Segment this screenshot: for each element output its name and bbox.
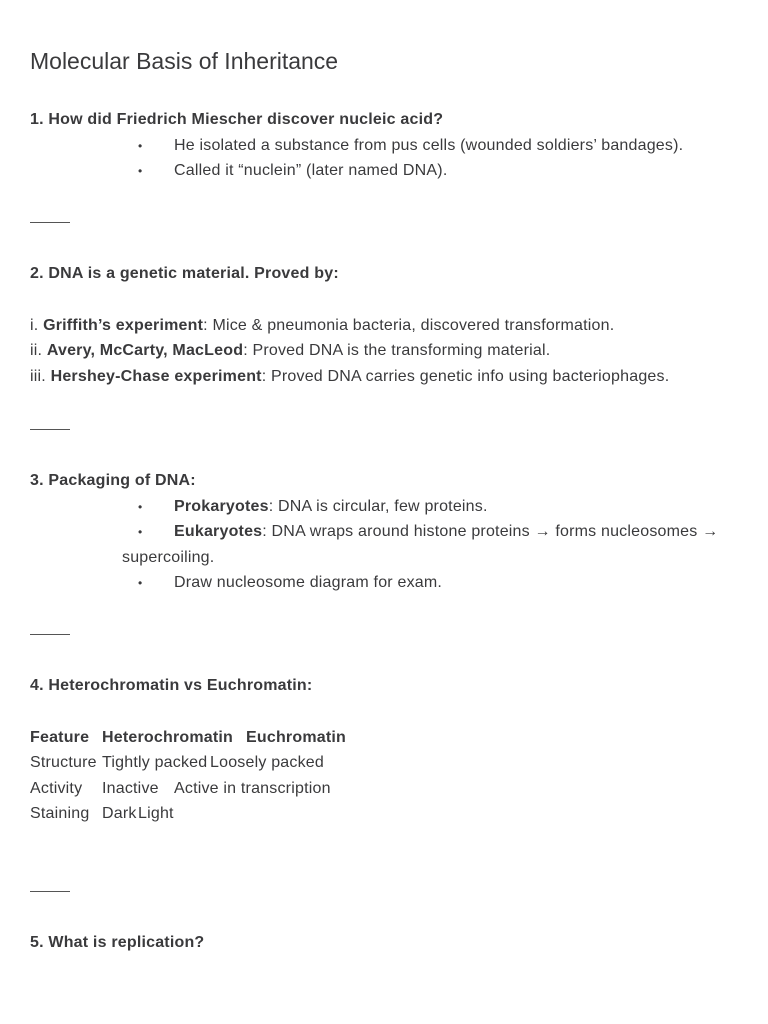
table-cell: Light (138, 805, 174, 822)
table-cell: Inactive (102, 780, 159, 797)
item-number: ii. (30, 342, 43, 359)
bullet-text: : DNA is circular, few proteins. (268, 498, 488, 515)
table-cell: Loosely packed (210, 754, 324, 771)
q5-heading: 5. What is replication? (30, 934, 205, 951)
item-number: iii. (30, 368, 46, 385)
table-header-cell: Heterochromatin (102, 729, 234, 746)
divider (30, 891, 70, 892)
bullet-icon: • (138, 139, 143, 153)
item-term: Griffith’s experiment (43, 317, 204, 334)
q2-item-1 (30, 316, 614, 336)
bullet-text: : DNA wraps around histone proteins → forms nucleosomes → (262, 523, 719, 540)
item-term: Hershey-Chase experiment (50, 368, 262, 385)
table-header-cell: Feature (30, 729, 90, 746)
item-number: i. (30, 317, 39, 334)
bullet-term: Eukaryotes (174, 523, 263, 540)
bullet-icon: • (138, 576, 143, 590)
q2-heading: 2. DNA is a genetic material. Proved by: (30, 265, 339, 282)
q1-bullet-1: He isolated a substance from pus cells (wounded soldiers’ bandages). (174, 137, 684, 154)
bullet-term: Prokaryotes (174, 498, 269, 515)
divider (30, 222, 70, 223)
item-text: : Proved DNA carries genetic info using bacteriophages. (261, 368, 670, 385)
q4-heading: 4. Heterochromatin vs Euchromatin: (30, 677, 313, 694)
q2-item-3 (30, 367, 669, 387)
q3-bullet-2-continuation: supercoiling. (122, 549, 215, 566)
divider (30, 634, 70, 635)
q3-heading: 3. Packaging of DNA: (30, 472, 196, 489)
q2-item-2 (30, 341, 550, 361)
table-cell: Staining (30, 805, 90, 822)
bullet-icon: • (138, 164, 143, 178)
table-cell: Active in transcription (174, 780, 331, 797)
table-cell: Activity (30, 780, 83, 797)
item-text: : Mice & pneumonia bacteria, discovered transformation. (203, 317, 615, 334)
table-cell: Dark (102, 805, 137, 822)
table-cell: Structure (30, 754, 97, 771)
q1-bullet-2: Called it “nuclein” (later named DNA). (174, 162, 448, 179)
page-title: Molecular Basis of Inheritance (30, 48, 339, 74)
bullet-icon: • (138, 500, 143, 514)
table-header-cell: Euchromatin (246, 729, 346, 746)
q3-bullet-3: Draw nucleosome diagram for exam. (174, 574, 443, 591)
item-term: Avery, McCarty, MacLeod (46, 342, 244, 359)
q3-bullet-1 (174, 497, 488, 517)
table-cell: Tightly packed (102, 754, 208, 771)
item-text: : Proved DNA is the transforming material. (243, 342, 551, 359)
q3-bullet-2 (174, 522, 718, 542)
q1-heading: 1. How did Friedrich Miescher discover nucleic acid? (30, 111, 444, 128)
bullet-icon: • (138, 525, 143, 539)
divider (30, 429, 70, 430)
